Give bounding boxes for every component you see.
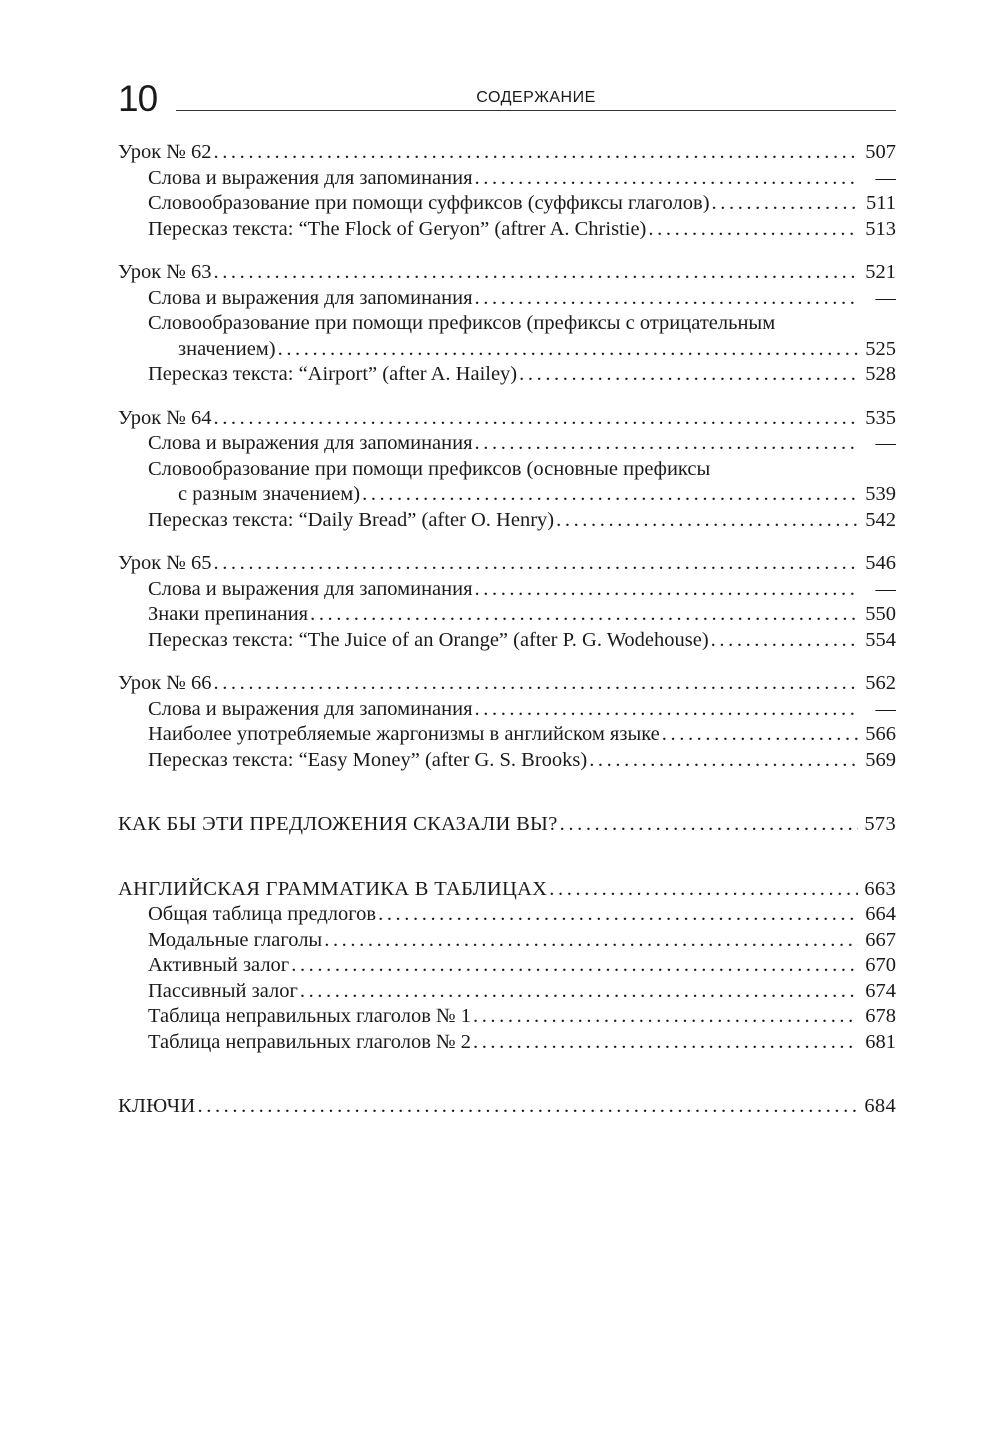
toc-subentry[interactable] xyxy=(118,953,896,979)
toc-subentry-title: Словообразование при помощи суффиксов (суффиксы глаголов) xyxy=(148,192,710,214)
toc-subentry[interactable] xyxy=(118,508,896,534)
toc-subentry-line-1[interactable] xyxy=(118,457,896,483)
running-title: СОДЕРЖАНИЕ xyxy=(476,89,596,106)
toc-leader-dots xyxy=(589,748,858,774)
toc-entry-title: Урок № 62 xyxy=(118,141,212,163)
toc-page-number: 513 xyxy=(865,217,896,240)
toc-page-number: — xyxy=(875,577,896,600)
toc-leader-dots xyxy=(475,577,858,603)
toc-entry-how-would-you-say[interactable] xyxy=(118,812,896,838)
toc-subentry[interactable] xyxy=(118,722,896,748)
toc-subentry-title-cont: с разным значением) xyxy=(178,483,361,505)
toc-entry-title: Урок № 66 xyxy=(118,672,212,694)
toc-leader-dots xyxy=(711,628,858,654)
toc-leader-dots xyxy=(519,362,858,388)
page-number: 10 xyxy=(118,78,158,119)
toc-subentry-title: Наиболее употребляемые жаргонизмы в английском языке xyxy=(148,723,660,745)
toc-subentry[interactable] xyxy=(118,1030,896,1056)
toc-leader-dots xyxy=(213,260,858,286)
toc-page-number: 535 xyxy=(865,406,896,429)
toc-page-number: 678 xyxy=(865,1005,896,1027)
toc-subentry[interactable] xyxy=(118,748,896,774)
toc-leader-dots xyxy=(712,191,858,217)
toc-entry-lesson-63[interactable] xyxy=(118,260,896,286)
toc-page-number: 507 xyxy=(865,141,896,163)
toc-page-number: 546 xyxy=(865,552,896,574)
toc-subentry[interactable] xyxy=(118,902,896,928)
toc-leader-dots xyxy=(475,697,858,723)
toc-entry-lesson-64[interactable] xyxy=(118,406,896,432)
toc-subentry-title: Слова и выражения для запоминания xyxy=(148,432,473,454)
toc-leader-dots xyxy=(475,166,858,192)
toc-leader-dots xyxy=(300,979,858,1005)
header-rule xyxy=(176,110,896,111)
toc-leader-dots xyxy=(560,812,858,838)
toc-subentry[interactable] xyxy=(118,628,896,654)
toc-page-number: — xyxy=(875,697,896,720)
toc-page-number: 566 xyxy=(865,723,896,745)
toc-entry-title: Урок № 65 xyxy=(118,552,212,574)
toc-leader-dots xyxy=(213,406,858,432)
toc-subentry-line-2[interactable] xyxy=(118,337,896,363)
toc-page-number: 511 xyxy=(866,192,896,214)
toc-page-number: 554 xyxy=(865,628,896,651)
toc-entry-lesson-66[interactable] xyxy=(118,671,896,697)
toc-subentry-line-1[interactable] xyxy=(118,311,896,337)
toc-leader-dots xyxy=(213,551,858,577)
toc-page-number: 573 xyxy=(864,813,896,835)
toc-group-lesson-63 xyxy=(118,260,896,388)
toc-subentry[interactable] xyxy=(118,217,896,243)
toc-subentry-title: Слова и выражения для запоминания xyxy=(148,697,473,720)
toc-subentry-title: Пересказ текста: “Easy Money” (after G. S. Brooks) xyxy=(148,748,588,771)
toc-leader-dots xyxy=(198,1094,859,1120)
toc-leader-dots xyxy=(648,217,858,243)
toc-page-number: 528 xyxy=(865,363,896,385)
toc-leader-dots xyxy=(324,928,858,954)
toc-subentry[interactable] xyxy=(118,1004,896,1030)
toc-subentry-title: Таблица неправильных глаголов № 1 xyxy=(148,1005,471,1027)
toc-subentry-title: Пересказ текста: “The Flock of Geryon” (aftrer A. Christie) xyxy=(148,217,647,240)
toc-entry-title: АНГЛИЙСКАЯ ГРАММАТИКА В ТАБЛИЦАХ xyxy=(118,877,548,900)
toc-page-number: 539 xyxy=(865,483,896,505)
toc-subentry[interactable] xyxy=(118,362,896,388)
toc-entry-lesson-65[interactable] xyxy=(118,551,896,577)
toc-leader-dots xyxy=(213,140,858,166)
toc-page-number: 667 xyxy=(865,928,896,951)
toc-group-lesson-65 xyxy=(118,551,896,653)
toc-group-how-would-you-say xyxy=(118,812,896,838)
toc-entry-title: Урок № 64 xyxy=(118,406,212,429)
toc-group-keys xyxy=(118,1094,896,1120)
toc-group-grammar xyxy=(118,877,896,1056)
toc-subentry-title-cont: значением) xyxy=(178,337,276,360)
toc-page-number: 562 xyxy=(865,672,896,694)
toc-subentry[interactable] xyxy=(118,431,896,457)
toc-subentry[interactable] xyxy=(118,191,896,217)
toc-subentry-title: Слова и выражения для запоминания xyxy=(148,286,473,309)
toc-leader-dots xyxy=(291,953,858,979)
toc-page-number: 670 xyxy=(865,954,896,976)
toc-page-number: 684 xyxy=(864,1095,896,1117)
toc-subentry-title: Пассивный залог xyxy=(148,979,298,1002)
toc-leader-dots xyxy=(213,671,858,697)
toc-subentry-title: Словообразование при помощи префиксов (основные префиксы xyxy=(148,457,711,480)
toc-subentry[interactable] xyxy=(118,577,896,603)
table-of-contents xyxy=(118,140,896,1120)
toc-page-number: 550 xyxy=(865,603,896,625)
toc-subentry-title: Пересказ текста: “Airport” (after A. Hailey) xyxy=(148,363,518,385)
toc-page-number: — xyxy=(875,166,896,189)
toc-page-number: — xyxy=(875,432,896,454)
toc-leader-dots xyxy=(662,722,858,748)
toc-page-number: 663 xyxy=(864,877,896,900)
toc-subentry[interactable] xyxy=(118,286,896,312)
toc-subentry-title: Пересказ текста: “Daily Bread” (after O. Henry) xyxy=(148,508,555,531)
toc-leader-dots xyxy=(310,602,858,628)
toc-leader-dots xyxy=(475,286,858,312)
toc-entry-title: Урок № 63 xyxy=(118,261,212,283)
toc-subentry[interactable] xyxy=(118,602,896,628)
toc-subentry-title: Слова и выражения для запоминания xyxy=(148,166,473,189)
toc-subentry-title: Модальные глаголы xyxy=(148,928,323,951)
toc-page-number: 569 xyxy=(865,748,896,771)
toc-leader-dots xyxy=(473,1030,858,1056)
toc-subentry-title: Активный залог xyxy=(148,954,290,976)
toc-leader-dots xyxy=(473,1004,858,1030)
toc-leader-dots xyxy=(278,337,858,363)
toc-entry-keys[interactable] xyxy=(118,1094,896,1120)
toc-subentry-title: Пересказ текста: “The Juice of an Orange” (after P. G. Wodehouse) xyxy=(148,628,709,651)
toc-page-number: 674 xyxy=(865,979,896,1002)
toc-subentry-title: Таблица неправильных глаголов № 2 xyxy=(148,1030,471,1053)
toc-subentry[interactable] xyxy=(118,928,896,954)
toc-leader-dots xyxy=(549,877,858,903)
toc-subentry-title: Общая таблица предлогов xyxy=(148,903,377,925)
toc-subentry[interactable] xyxy=(118,697,896,723)
toc-subentry-line-2[interactable] xyxy=(118,482,896,508)
toc-page-number: 664 xyxy=(865,903,896,925)
toc-entry-lesson-62[interactable] xyxy=(118,140,896,166)
toc-leader-dots xyxy=(475,431,858,457)
toc-entry-title: КАК БЫ ЭТИ ПРЕДЛОЖЕНИЯ СКАЗАЛИ ВЫ? xyxy=(118,813,558,835)
page-header xyxy=(118,78,896,120)
toc-entry-grammar[interactable] xyxy=(118,877,896,903)
toc-group-lesson-64 xyxy=(118,406,896,534)
toc-subentry-title: Слова и выражения для запоминания xyxy=(148,577,473,600)
toc-subentry[interactable] xyxy=(118,166,896,192)
toc-subentry[interactable] xyxy=(118,979,896,1005)
toc-page-number: 542 xyxy=(865,508,896,531)
toc-entry-title: КЛЮЧИ xyxy=(118,1095,196,1117)
toc-leader-dots xyxy=(556,508,858,534)
toc-leader-dots xyxy=(378,902,858,928)
toc-group-lesson-62 xyxy=(118,140,896,242)
toc-page-number: — xyxy=(875,286,896,309)
toc-subentry-title: Словообразование при помощи префиксов (префиксы с отрицательным xyxy=(148,312,776,334)
toc-page-number: 525 xyxy=(865,337,896,360)
toc-page-number: 681 xyxy=(865,1030,896,1053)
toc-leader-dots xyxy=(362,482,858,508)
toc-page-number: 521 xyxy=(865,261,896,283)
toc-group-lesson-66 xyxy=(118,671,896,773)
toc-subentry-title: Знаки препинания xyxy=(148,603,309,625)
